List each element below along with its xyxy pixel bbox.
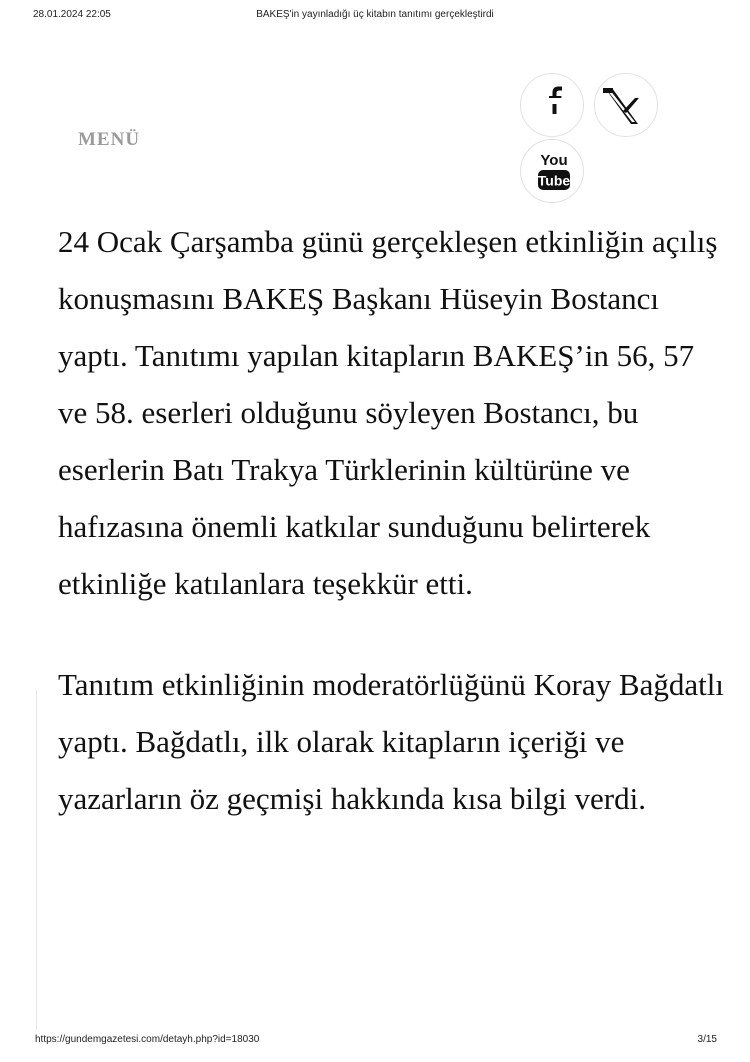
- menu-button[interactable]: MENÜ: [78, 129, 141, 150]
- youtube-label-top: You: [540, 152, 568, 169]
- article-paragraph: Tanıtım etkinliğinin moderatörlüğünü Koray Bağdatlı yaptı. Bağdatlı, ilk olarak kitapların içeriği ve yazarların öz geçmişi hakkında kısa bilgi verdi.: [58, 667, 724, 816]
- facebook-button[interactable]: [520, 73, 584, 137]
- print-footer: [0, 1034, 750, 1050]
- print-datetime: 28.01.2024 22:05: [33, 9, 111, 20]
- article-paragraph: 24 Ocak Çarşamba günü gerçekleşen etkinliğin açılış konuşmasını BAKEŞ Başkanı Hüseyin Bostancı yaptı. Tanıtımı yapılan kitapların BAKEŞ’in 56, 57 ve 58. eserleri olduğunu söyleyen Bostancı, bu eserlerin Batı Trakya Türklerinin kültürüne ve hafızasına önemli katkılar sunduğunu belirterek etkinliğe katılanlara teşekkür etti.: [58, 224, 718, 601]
- print-page-title: BAKEŞ'in yayınladığı üç kitabın tanıtımı gerçekleştirdi: [256, 9, 494, 20]
- x-icon: [595, 74, 659, 138]
- print-header: [0, 9, 750, 25]
- article-body: [58, 213, 728, 827]
- print-url: https://gundemgazetesi.com/detayh.php?id=18030: [35, 1034, 260, 1045]
- youtube-icon: [521, 140, 585, 204]
- x-twitter-button[interactable]: [594, 73, 658, 137]
- youtube-button[interactable]: [520, 139, 584, 203]
- left-divider: [36, 690, 37, 1030]
- page-number: 3/15: [697, 1034, 717, 1045]
- youtube-label-bottom: Tube: [537, 172, 571, 189]
- facebook-icon: [521, 74, 585, 138]
